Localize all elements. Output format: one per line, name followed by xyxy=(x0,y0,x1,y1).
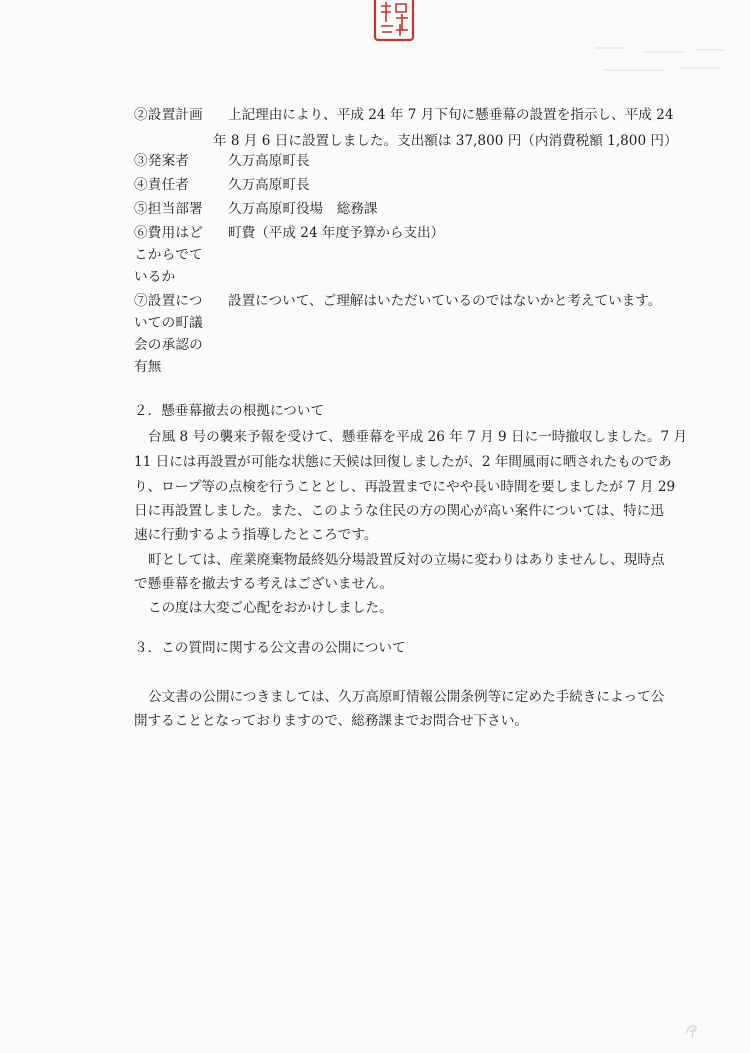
section-2-line: り、ロープ等の点検を行うこととし、再設置までにやや長い時間を要しましたが 7 月 29 xyxy=(134,479,676,495)
section-2-line: で懸垂幕を撤去する考えはございません。 xyxy=(134,576,394,592)
section-2-line: 台風 8 号の襲来予報を受けて、懸垂幕を平成 26 年 7 月 9 日に一時撤収しました。7 月 xyxy=(148,429,688,445)
item-label-proposer xyxy=(134,150,224,172)
pencil-mark-icon xyxy=(680,1018,702,1040)
label-line: ③発案者 xyxy=(134,153,190,169)
section-3-heading: ３．この質問に関する公文書の公開について xyxy=(134,640,406,656)
plan-text-line-2: 年 8 月 6 日に設置しました。支出額は 37,800 円（内消費税額 1,800 円） xyxy=(213,133,678,149)
plan-text-line-1: 上記理由により、平成 24 年 7 月下旬に懸垂幕の設置を指示し、平成 24 xyxy=(228,107,674,123)
label-line: 会の承認の xyxy=(134,337,203,353)
label-line: ⑤担当部署 xyxy=(134,201,203,217)
item-label-responsible xyxy=(134,174,224,196)
section-2-line: 町としては、産業廃棄物最終処分場設置反対の立場に変わりはありませんし、現時点 xyxy=(148,552,665,568)
item-value-department: 久万高原町役場 総務課 xyxy=(228,201,378,217)
label-line: ⑦設置につ xyxy=(134,293,203,309)
section-3-line: 開することとなっておりますので、総務課までお問合せ下さい。 xyxy=(134,713,528,729)
label-line: いての町議 xyxy=(134,315,203,331)
item-value-proposer: 久万高原町長 xyxy=(228,153,310,169)
label-line: ④責任者 xyxy=(134,177,190,193)
label-line: ②設置計画 xyxy=(134,107,203,123)
item-label-funding xyxy=(134,222,224,288)
item-label-approval xyxy=(134,290,224,378)
section-2-line: 日に再設置しました。また、このような住民の方の関心が高い案件については、特に迅 xyxy=(134,503,664,519)
section-2-line: この度は大変ご心配をおかけしました。 xyxy=(148,600,393,616)
section-3-line: 公文書の公開につきましては、久万高原町情報公開条例等に定めた手続きによって公 xyxy=(148,689,665,705)
label-line: ⑥費用はど xyxy=(134,225,203,241)
label-line: いるか xyxy=(134,269,176,285)
section-2-heading: ２．懸垂幕撤去の根拠について xyxy=(134,403,325,419)
label-line: 有無 xyxy=(134,359,162,375)
item-value-approval: 設置について、ご理解はいただいているのではないかと考えています。 xyxy=(228,293,662,309)
section-2-line: 速に行動するよう指導したところです。 xyxy=(134,527,378,543)
item-value-responsible: 久万高原町長 xyxy=(228,177,310,193)
item-label-department xyxy=(134,198,224,220)
item-label-plan xyxy=(134,104,224,126)
label-line: こからでて xyxy=(134,247,203,263)
section-2-line: 11 日には再設置が可能な状態に天候は回復しましたが、2 年間風雨に晒されたものであ xyxy=(134,454,672,470)
item-value-funding: 町費（平成 24 年度予算から支出） xyxy=(228,225,445,241)
